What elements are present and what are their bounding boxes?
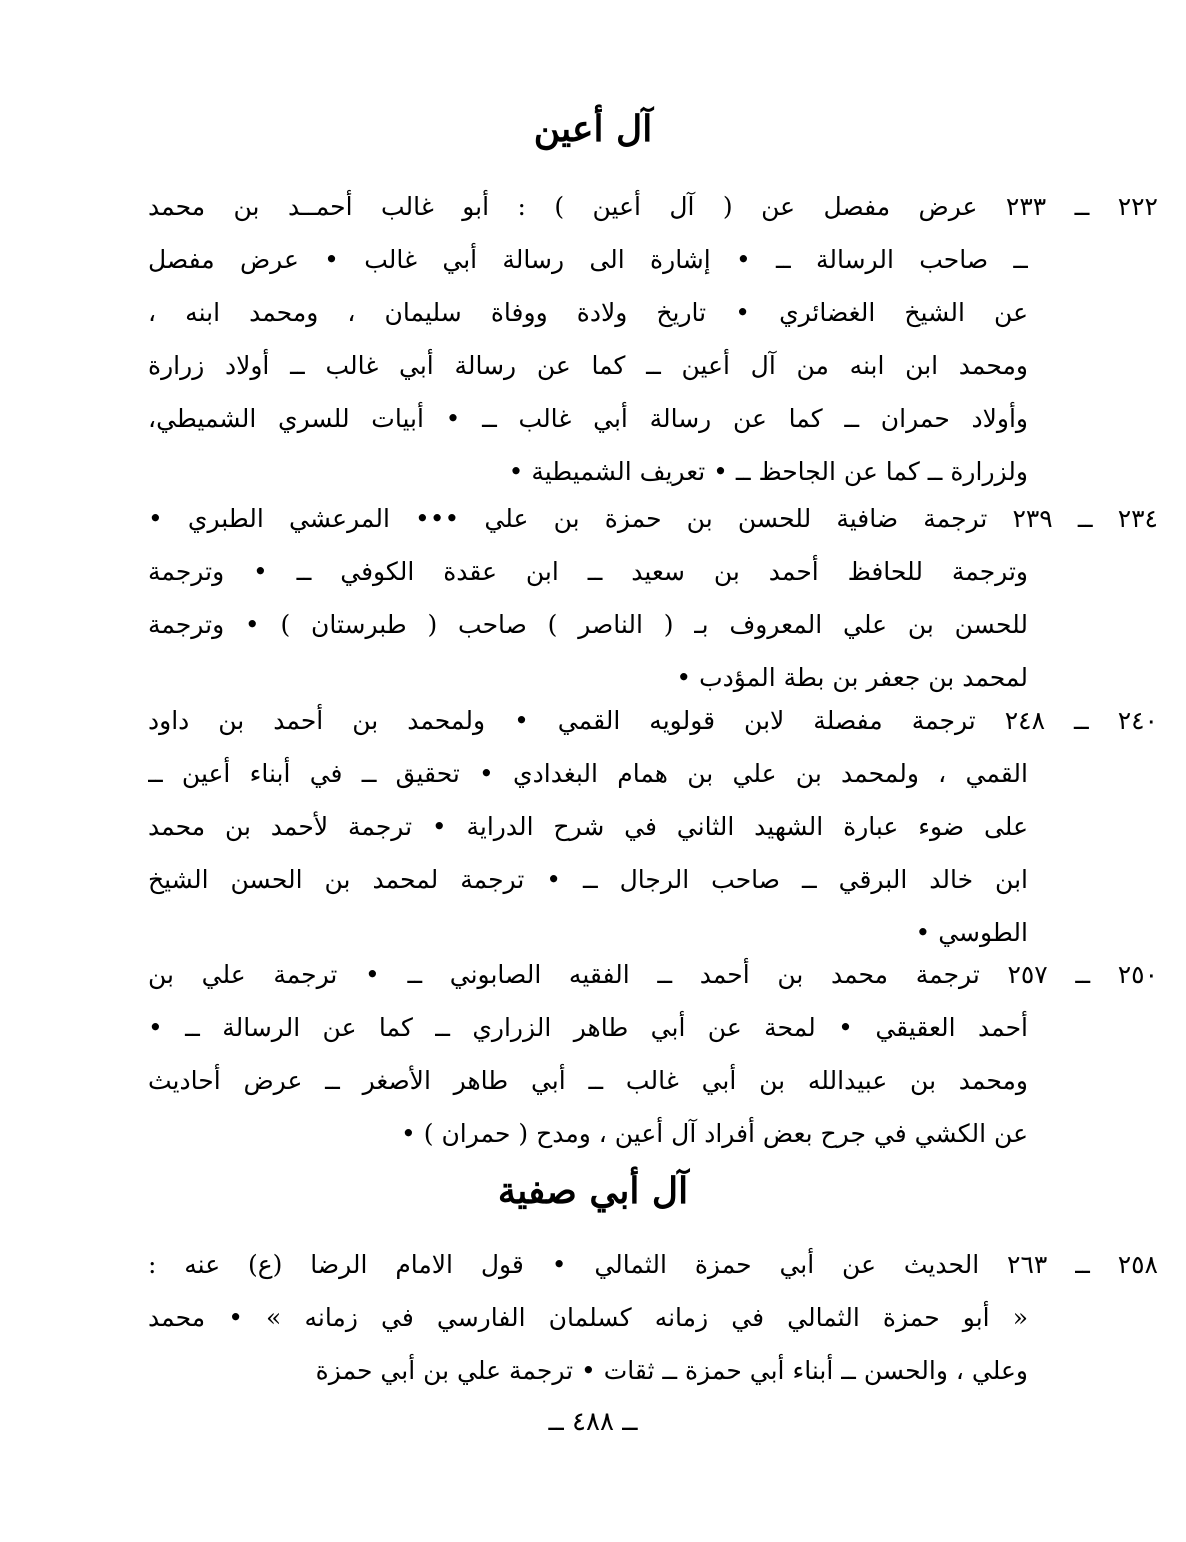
index-entry [148, 492, 1158, 704]
entry-line: عن الكشي في جرح بعض أفراد آل أعين ، ومدح ( حمران ) • [401, 1119, 1028, 1148]
entry-line: القمي ، ولمحمد بن علي بن همام البغدادي • تحقيق ــ في أبناء أعين ــ [148, 759, 1028, 788]
entry-line: وعلي ، والحسن ــ أبناء أبي حمزة ــ ثقات • ترجمة علي بن أبي حمزة [315, 1356, 1028, 1385]
section-heading: آل أعين [533, 108, 653, 150]
entry-line: ٢٥٠ ــ ٢٥٧ ترجمة محمد بن أحمد ــ الفقيه الصابوني ــ • ترجمة علي بن [148, 960, 1158, 989]
section-heading: آل أبي صفية [497, 1170, 689, 1212]
index-entry [148, 180, 1158, 498]
entry-line: عن الشيخ الغضائري • تاريخ ولادة ووفاة سليمان ، ومحمد ابنه ، [148, 298, 1028, 327]
entry-line: ومحمد بن عبيدالله بن أبي غالب ــ أبي طاهر الأصغر ــ عرض أحاديث [148, 1066, 1028, 1095]
entry-line: ــ صاحب الرسالة ــ • إشارة الى رسالة أبي غالب • عرض مفصل [148, 245, 1028, 274]
index-entry [148, 694, 1158, 959]
entry-line: ولزرارة ــ كما عن الجاحظ ــ • تعريف الشميطية • [508, 457, 1028, 486]
page-number: ــ ٤٨٨ ــ [548, 1407, 638, 1437]
entry-line: وأولاد حمران ــ كما عن رسالة أبي غالب ــ • أبيات للسري الشميطي، [148, 404, 1028, 433]
entry-line: ابن خالد البرقي ــ صاحب الرجال ــ • ترجمة لمحمد بن الحسن الشيخ [148, 865, 1028, 894]
entry-line: ٢٢٢ ــ ٢٣٣ عرض مفصل عن ( آل أعين ) : أبو غالب أحمــد بن محمد [148, 192, 1158, 221]
entry-line: ٢٥٨ ــ ٢٦٣ الحديث عن أبي حمزة الثمالي • قول الامام الرضا (ع) عنه : [148, 1250, 1158, 1279]
entry-line: ٢٣٤ ــ ٢٣٩ ترجمة ضافية للحسن بن حمزة بن علي ••• المرعشي الطبري • [148, 504, 1158, 533]
entry-line: أحمد العقيقي • لمحة عن أبي طاهر الزراري ــ كما عن الرسالة ــ • [148, 1013, 1028, 1042]
entry-line: على ضوء عبارة الشهيد الثاني في شرح الدراية • ترجمة لأحمد بن محمد [148, 812, 1028, 841]
entry-line: للحسن بن علي المعروف بـ ( الناصر ) صاحب ( طبرستان ) • وترجمة [148, 610, 1028, 639]
entry-line: الطوسي • [915, 918, 1028, 947]
entry-line: لمحمد بن جعفر بن بطة المؤدب • [676, 663, 1028, 692]
index-entry [148, 948, 1158, 1160]
entry-line: ٢٤٠ ــ ٢٤٨ ترجمة مفصلة لابن قولويه القمي • ولمحمد بن أحمد بن داود [148, 706, 1158, 735]
entry-line: « أبو حمزة الثمالي في زمانه كسلمان الفارسي في زمانه » • محمد [148, 1303, 1028, 1332]
entry-line: وترجمة للحافظ أحمد بن سعيد ــ ابن عقدة الكوفي ــ • وترجمة [148, 557, 1028, 586]
index-entry [148, 1238, 1158, 1397]
entry-line: ومحمد ابن ابنه من آل أعين ــ كما عن رسالة أبي غالب ــ أولاد زرارة [148, 351, 1028, 380]
